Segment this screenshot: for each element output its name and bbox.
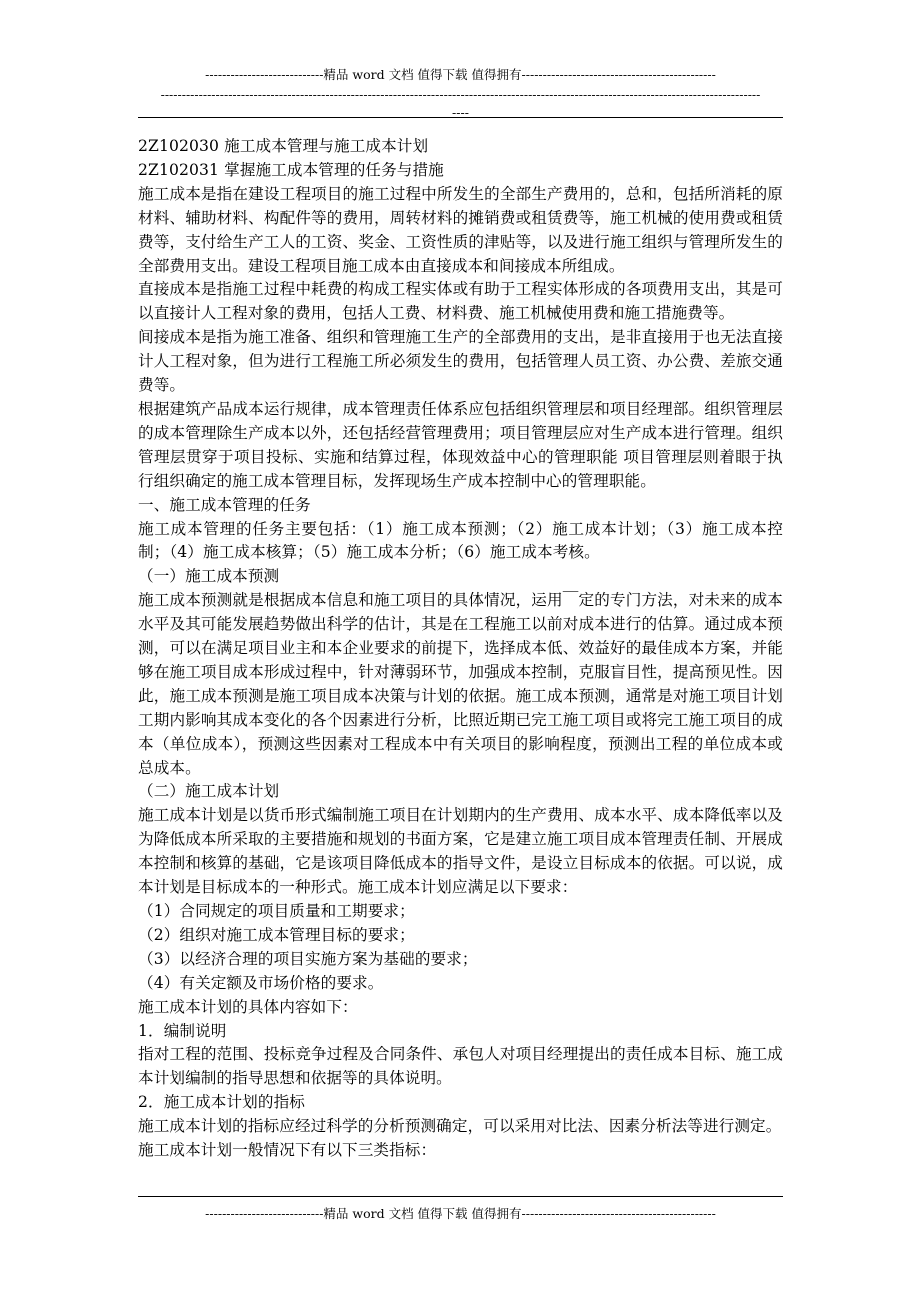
paragraph-three-indicators: 施工成本计划一般情况下有以下三类指标： bbox=[138, 1141, 437, 1160]
paragraph-cost-plan: 施工成本计划是以货币形式编制施工项目在计划期内的生产费用、成本水平、成本降低率以及为降低成本所采取的主要措施和规划的书面方案，它是建立施工项目成本管理责任制、开展成本控制和核算的基础，它是该项目降低成本的指导文件，是设立目标成本的依据。可以说，成本计划是目标成本的一种形式。施工成本计划应满足以下要求： bbox=[138, 806, 783, 897]
document-body bbox=[138, 135, 783, 1163]
footer-rule bbox=[138, 1196, 783, 1197]
paragraph-indirect-cost: 间接成本是指为施工准备、组织和管理施工生产的全部费用的支出，是非直接用于也无法直接计人工程对象，但为进行工程施工所必须发生的费用，包括管理人员工资、办公费、差旅交通费等。 bbox=[138, 328, 783, 395]
paragraph-cost-forecast: 施工成本预测就是根据成本信息和施工项目的具体情况，运用￣定的专门方法，对未来的成本水平及其可能发展趋势做出科学的估计，其是在工程施工以前对成本进行的估算。通过成本预测，可以在满足项目业主和本企业要求的前提下，选择成本低、效益好的最佳成本方案，并能够在施工项目成本形成过程中，针对薄弱环节，加强成本控制，克服盲目性，提高预见性。因此，施工成本预测是施工项目成本决策与计划的依据。施工成本预测，通常是对施工项目计划工期内影响其成本变化的各个因素进行分析，比照近期已完工施工项目或将完工施工项目的成本（单位成本），预测这些因素对工程成本中有关项目的影响程度，预测出工程的单位成本或总成本。 bbox=[138, 591, 783, 777]
header-rule bbox=[138, 117, 783, 118]
list-item-requirement-1: （1）合同规定的项目质量和工期要求； bbox=[138, 902, 415, 920]
subsection-code-title: 2Z102031 掌握施工成本管理的任务与措施 bbox=[138, 160, 444, 179]
heading-management-tasks: 一、施工成本管理的任务 bbox=[138, 495, 311, 514]
paragraph-plan-indicators: 施工成本计划的指标应经过科学的分析预测确定，可以采用对比法、因素分析法等进行测定。 bbox=[138, 1117, 782, 1136]
paragraph-compilation-notes: 指对工程的范围、投标竞争过程及合同条件、承包人对项目经理提出的责任成本目标、施工成本计划编制的指导思想和依据等的具体说明。 bbox=[138, 1045, 783, 1088]
page-footer: ----------------------------精品 word 文档 值得下载 值得拥有---------------------------------------------- bbox=[205, 1206, 716, 1221]
list-item-requirement-4: （4）有关定额及市场价格的要求。 bbox=[138, 973, 384, 992]
header-banner: ----------------------------精品 word 文档 值得下载 值得拥有---------------------------------------------- bbox=[205, 67, 716, 82]
list-item-requirement-2: （2）组织对施工成本管理目标的要求； bbox=[138, 925, 415, 944]
header-dash-tail: ---- bbox=[452, 105, 469, 120]
paragraph-cost-definition: 施工成本是指在建设工程项目的施工过程中所发生的全部生产费用的，总和，包括所消耗的原材料、辅助材料、构配件等的费用，周转材料的摊销费或租赁费等，施工机械的使用费或租赁费等，支付给生产工人的工资、奖金、工资性质的津贴等，以及进行施工组织与管理所发生的全部费用支出。建设工程项目施工成本由直接成本和间接成本所组成。 bbox=[138, 184, 783, 275]
section-code-title: 2Z102030 施工成本管理与施工成本计划 bbox=[138, 137, 429, 155]
paragraph-task-list: 施工成本管理的任务主要包括：（1）施工成本预测；（2）施工成本计划；（3）施工成本控制；（4）施工成本核算；（5）施工成本分析；（6）施工成本考核。 bbox=[138, 519, 783, 562]
heading-cost-plan: （二）施工成本计划 bbox=[138, 782, 280, 801]
header-dash-line: ---------------------------------------------------------------------------------------------------------------------------------------------- bbox=[160, 87, 761, 102]
paragraph-responsibility-system: 根据建筑产品成本运行规律，成本管理责任体系应包括组织管理层和项目经理部。组织管理层的成本管理除生产成本以外，还包括经营管理费用；项目管理层应对生产成本进行管理。组织管理层贯穿于项目投标、实施和结算过程，体现效益中心的管理职能 项目管理层则着眼于执行组织确定的施工成本管理目标，发挥现场生产成本控制中心的管理职能。 bbox=[138, 399, 783, 490]
heading-plan-indicators: 2．施工成本计划的指标 bbox=[138, 1093, 305, 1112]
heading-cost-forecast: （一）施工成本预测 bbox=[138, 567, 280, 586]
heading-compilation-notes: 1．编制说明 bbox=[138, 1021, 227, 1040]
paragraph-direct-cost: 直接成本是指施工过程中耗费的构成工程实体或有助于工程实体形成的各项费用支出，其是可以直接计人工程对象的费用，包括人工费、材料费、施工机械使用费和施工措施费等。 bbox=[138, 280, 783, 323]
list-item-requirement-3: （3）以经济合理的项目实施方案为基础的要求； bbox=[138, 949, 478, 968]
page-header bbox=[138, 66, 783, 122]
paragraph-plan-content-intro: 施工成本计划的具体内容如下： bbox=[138, 997, 358, 1016]
